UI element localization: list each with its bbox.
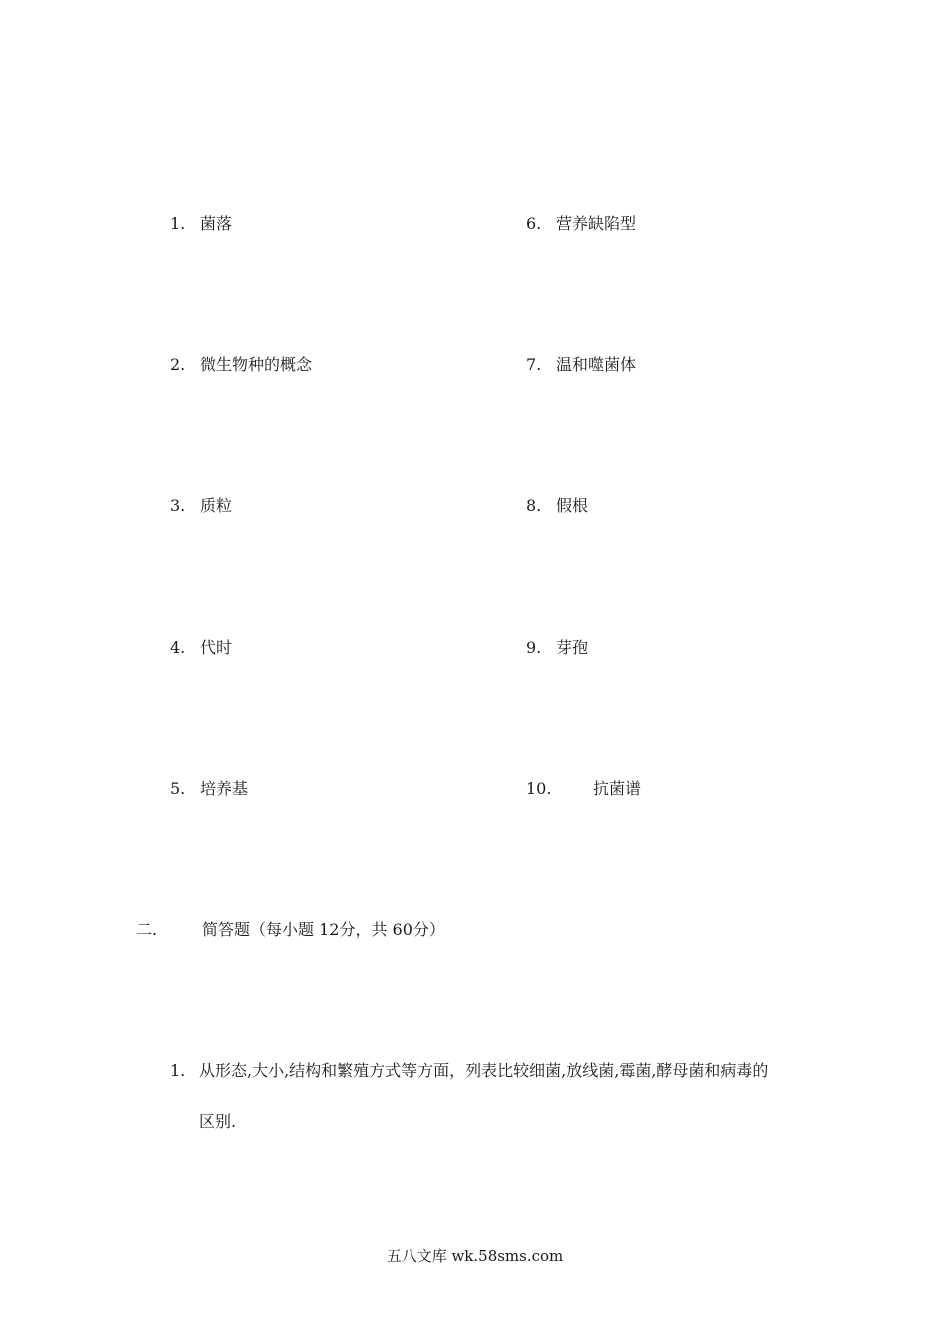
term-item — [170, 496, 232, 516]
term-label: 芽孢 — [556, 638, 589, 657]
term-item — [526, 638, 588, 658]
term-number: 6. — [526, 214, 542, 233]
term-number: 2. — [170, 355, 186, 374]
term-item — [526, 779, 641, 799]
term-label: 抗菌谱 — [593, 779, 642, 798]
term-item — [170, 355, 312, 375]
term-item — [170, 779, 248, 799]
page-footer: 五八文库 wk.58sms.com — [386, 1247, 564, 1265]
term-item — [526, 355, 636, 375]
term-label: 温和噬菌体 — [556, 355, 637, 374]
term-label: 微生物种的概念 — [200, 355, 313, 374]
term-label: 营养缺陷型 — [556, 214, 637, 233]
term-item — [526, 214, 636, 234]
term-number: 10. — [526, 779, 552, 798]
term-label: 菌落 — [200, 214, 233, 233]
term-number: 5. — [170, 779, 186, 798]
term-number: 8. — [526, 496, 542, 515]
term-number: 1. — [170, 214, 186, 233]
term-number: 4. — [170, 638, 186, 657]
term-label: 培养基 — [200, 779, 249, 798]
section-number: 二. — [136, 920, 158, 939]
question-text-line-2: 区别. — [199, 1112, 237, 1131]
term-label: 假根 — [556, 496, 589, 515]
term-item — [170, 638, 232, 658]
term-number: 3. — [170, 496, 186, 515]
term-item — [526, 496, 588, 516]
term-label: 质粒 — [200, 496, 233, 515]
section-heading — [136, 920, 445, 940]
question-text-line-1: 从形态,大小,结构和繁殖方式等方面，列表比较细菌,放线菌,霉菌,酵母菌和病毒的 — [199, 1061, 769, 1080]
section-title: 简答题（每小题 12分，共 60分） — [202, 920, 445, 939]
term-label: 代时 — [200, 638, 233, 657]
term-number: 9. — [526, 638, 542, 657]
question-number: 1. — [170, 1061, 186, 1080]
term-item — [170, 214, 232, 234]
term-number: 7. — [526, 355, 542, 374]
